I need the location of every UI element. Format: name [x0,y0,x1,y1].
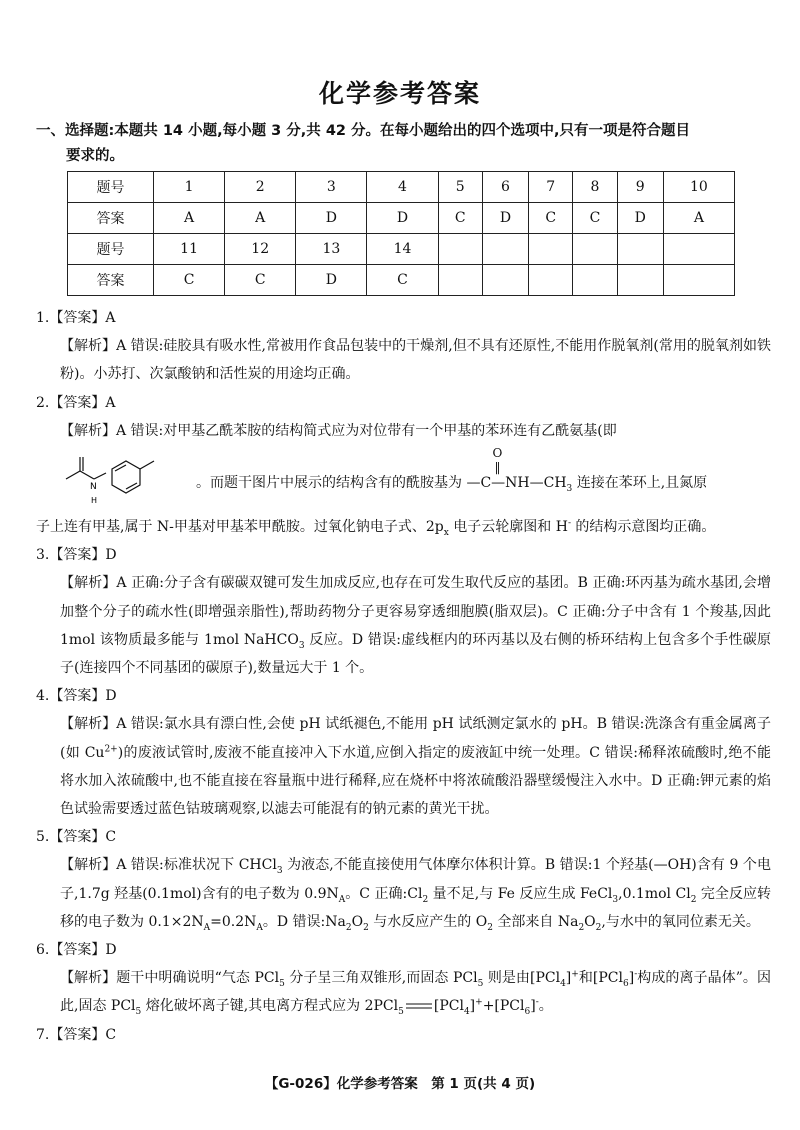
q2-sub-x: x [443,527,449,538]
table-row-label: 题号 [68,234,154,265]
table-cell: C [438,203,482,234]
q3-sub: 3 [298,640,305,651]
text-fragment: =0.2N [210,913,257,930]
q2-text-c: 子上连有甲基,属于 N-甲基对甲基苯甲酰胺。过氧化钠电子式、2p [36,519,444,536]
table-cell: A [154,203,225,234]
table-cell [482,265,528,296]
table-cell [573,265,617,296]
table-row-label: 答案 [68,203,154,234]
table-cell: 12 [225,234,296,265]
table-row-answers-2 [68,265,735,296]
question-7-answer: 7.【答案】C [36,1026,117,1043]
table-cell: 7 [529,172,573,203]
question-4-answer: 4.【答案】D [36,688,117,705]
table-cell: 2 [225,172,296,203]
question-5-answer: 5.【答案】C [36,829,117,846]
text-fragment: 和[PCl [578,970,623,987]
amide-text: —C—NH—CH [466,475,567,492]
question-1 [36,304,771,389]
text-fragment: A [203,922,211,933]
table-cell: 13 [296,234,367,265]
text-fragment: 5 [398,1007,404,1018]
text-fragment: 6 [623,979,629,990]
text-fragment: 4 [463,1007,470,1018]
text-fragment: 则是由[PCl [483,970,561,987]
table-cell: 6 [482,172,528,203]
answer-table [67,171,735,296]
q3-text-b: 反应。D 错误:虚线框内的环丙基以及右侧的桥环结构上包含多个手性碳原子(连接四个不同基团的碳原子),数量远大于 1 个。 [60,631,771,677]
question-3 [36,541,771,682]
acetanilide-structure-image [64,447,194,509]
question-3-analysis [36,569,771,682]
text-fragment: [PCl [433,998,464,1015]
table-cell: D [482,203,528,234]
text-fragment: 2 [690,894,697,905]
text-fragment: 5 [477,979,484,990]
table-row-label: 答案 [68,265,154,296]
table-cell: D [367,203,438,234]
text-fragment: O [584,913,596,930]
table-cell [529,265,573,296]
text-fragment: 分子呈三角双锥形,而固态 PCl [284,970,478,987]
question-2-answer: 2.【答案】A [36,394,116,411]
question-5-analysis [36,851,771,936]
text-fragment: 2 [578,922,585,933]
question-1-answer: 1.【答案】A [36,310,116,326]
question-6-answer: 6.【答案】D [36,942,117,959]
table-cell: 1 [154,172,225,203]
question-2-structure-line [36,445,771,513]
explanations [36,304,771,1049]
text-fragment: 【解析】A 错误:标准状况下 CHCl [60,857,277,874]
text-fragment: O [351,913,364,930]
table-cell [617,234,663,265]
table-cell [663,234,734,265]
text-fragment: ] [469,998,476,1015]
table-cell: D [296,203,367,234]
question-2 [36,389,771,542]
text-fragment: 与水反应产生的 O [368,913,488,930]
table-cell: C [225,265,296,296]
text-fragment: 2 [363,922,369,933]
table-row-answers-1 [68,203,735,234]
text-fragment: 为液态,不能直接使用气体摩尔体积计算。B 错误:1 个羟基(—OH)含有 9 个电子,1.7g 羟基(0.1mol)含有的电子数为 0.9N [60,857,771,902]
question-2-analysis-line1: 【解析】A 错误:对甲基乙酰苯胺的结构简式应为对位带有一个甲基的苯环连有乙酰氨基(即 [60,422,617,439]
table-cell [438,265,482,296]
table-cell: D [296,265,367,296]
table-cell: C [573,203,617,234]
text-fragment: 完全反应转移的电子数为 0.1×2N [60,885,771,930]
text-fragment: A [256,922,263,933]
table-cell: 4 [367,172,438,203]
table-cell: 5 [438,172,482,203]
question-7 [36,1021,771,1049]
section-heading [36,119,766,169]
text-fragment: 。D 错误:Na [262,913,346,930]
question-4-analysis [36,710,771,823]
table-cell [663,265,734,296]
text-fragment: 5 [135,1007,142,1018]
text-fragment: 【解析】题干中明确说明“气态 PCl [60,970,280,987]
q3-text-a: 【解析】A 正确:分子含有碳碳双键可发生加成反应,也存在可发生取代反应的基团。B 正确:环丙基为疏水基团,会增加整个分子的疏水性(即增强亲脂性),帮助药物分子更容易穿透细胞膜(脂双层)。C 正确:分子中含有 1 个羧基,因此 1mol 该物质最多能与 1mol NaHCO [60,575,771,648]
text-fragment: 2 [422,894,429,905]
equilibrium-arrow-icon [404,1001,434,1011]
text-fragment: 构成的离子晶体”。因此,固态 PCl [60,970,771,1015]
text-fragment: ] [530,998,536,1015]
table-row-label: 题号 [68,172,154,203]
text-fragment: 量不足,与 Fe 反应生成 FeCl [428,885,613,902]
text-fragment: 2 [595,922,602,933]
table-cell: C [367,265,438,296]
amide-sub: 3 [566,483,573,494]
table-cell: C [154,265,225,296]
question-2-analysis-line2 [196,446,708,497]
table-cell: D [617,203,663,234]
table-cell: 3 [296,172,367,203]
amide-group-formula [466,446,573,497]
text-fragment: 2 [345,922,352,933]
text-fragment: 5 [279,979,285,990]
text-fragment: 3 [276,866,283,877]
text-fragment: - [535,997,539,1008]
q2-text-b: 连接在苯环上,且氮原 [576,475,708,492]
table-cell: 8 [573,172,617,203]
question-2-analysis-line3 [36,513,771,541]
text-fragment: 。 [538,998,553,1015]
text-fragment: + [475,997,483,1008]
question-4 [36,682,771,823]
table-row-numbers-2 [68,234,735,265]
text-fragment: ] [628,970,635,987]
table-cell [573,234,617,265]
amide-double-bond: ‖ [494,460,501,475]
table-cell: 11 [154,234,225,265]
question-1-analysis: 【解析】A 错误:硅胶具有吸水性,常被用作食品包装中的干燥剂,但不具有还原性,不能用作脱氧剂(常用的脱氧剂如铁粉)。小苏打、次氯酸钠和活性炭的用途均正确。 [60,338,771,383]
text-fragment: 。C 正确:Cl [345,885,423,902]
text-fragment: - [634,969,638,980]
table-cell: C [529,203,573,234]
page-footer: 【G-026】化学参考答案 第 1 页(共 4 页) [264,1076,536,1092]
question-6-analysis [36,964,771,1020]
question-6 [36,936,771,1021]
table-cell: A [225,203,296,234]
q4-text-b: )的废液试管时,废液不能直接冲入下水道,应倒入指定的废液缸中统一处理。C 错误:稀释浓硫酸时,绝不能将水加入浓硫酸中,也不能直接在容量瓶中进行稀释,应在烧杯中将浓硫酸沿器壁缓慢注入水中。D 正确:钾元素的焰色试验需要透过蓝色钴玻璃观察,以滤去可能混有的钠元素的黄光干扰。 [60,744,771,818]
text-fragment: 2 [487,922,493,933]
table-cell: 10 [663,172,734,203]
amide-oxygen: O [492,446,503,461]
q2-text-a: 。而题干图片中展示的结构含有的酰胺基为 [196,475,462,492]
text-fragment: 熔化破坏离子键,其电离方程式应为 2PCl [141,998,399,1015]
structure-n-label: N [90,482,97,493]
q4-text-a: 【解析】A 错误:氯水具有漂白性,会使 pH 试纸褪色,不能用 pH 试纸测定氯水的 pH。B 错误:洗涤含有重金属离子(如 Cu [60,716,771,761]
text-fragment: 3 [612,894,619,905]
text-fragment: ,0.1mol Cl [618,885,691,902]
question-5 [36,823,771,936]
table-cell: A [663,203,734,234]
page-title: 化学参考答案 [318,79,481,108]
q4-sup: 2+ [104,743,118,754]
table-cell [529,234,573,265]
text-fragment: 6 [524,1007,531,1018]
text-fragment: + [571,969,579,980]
text-fragment: A [338,894,346,905]
q2-sup-minus: - [567,518,571,529]
table-cell [617,265,663,296]
text-fragment: 4 [560,979,566,990]
table-cell: 9 [617,172,663,203]
table-cell: 14 [367,234,438,265]
section-heading-line2: 要求的。 [66,148,124,164]
question-3-answer: 3.【答案】D [36,547,117,564]
table-cell [482,234,528,265]
text-fragment: 全部来自 Na [492,913,579,930]
table-cell [438,234,482,265]
text-fragment: +[PCl [482,998,525,1015]
q2-text-d: 电子云轮廓图和 H [448,519,568,536]
text-fragment: ] [565,970,572,987]
table-row-numbers-1 [68,172,735,203]
structure-h-label: H [91,496,98,506]
section-heading-line1: 一、选择题:本题共 14 小题,每小题 3 分,共 42 分。在每小题给出的四个选项中,只有一项是符合题目 [36,123,691,139]
text-fragment: ,与水中的氧同位素无关。 [601,913,760,930]
q2-text-e: 的结构示意图均正确。 [570,519,716,536]
